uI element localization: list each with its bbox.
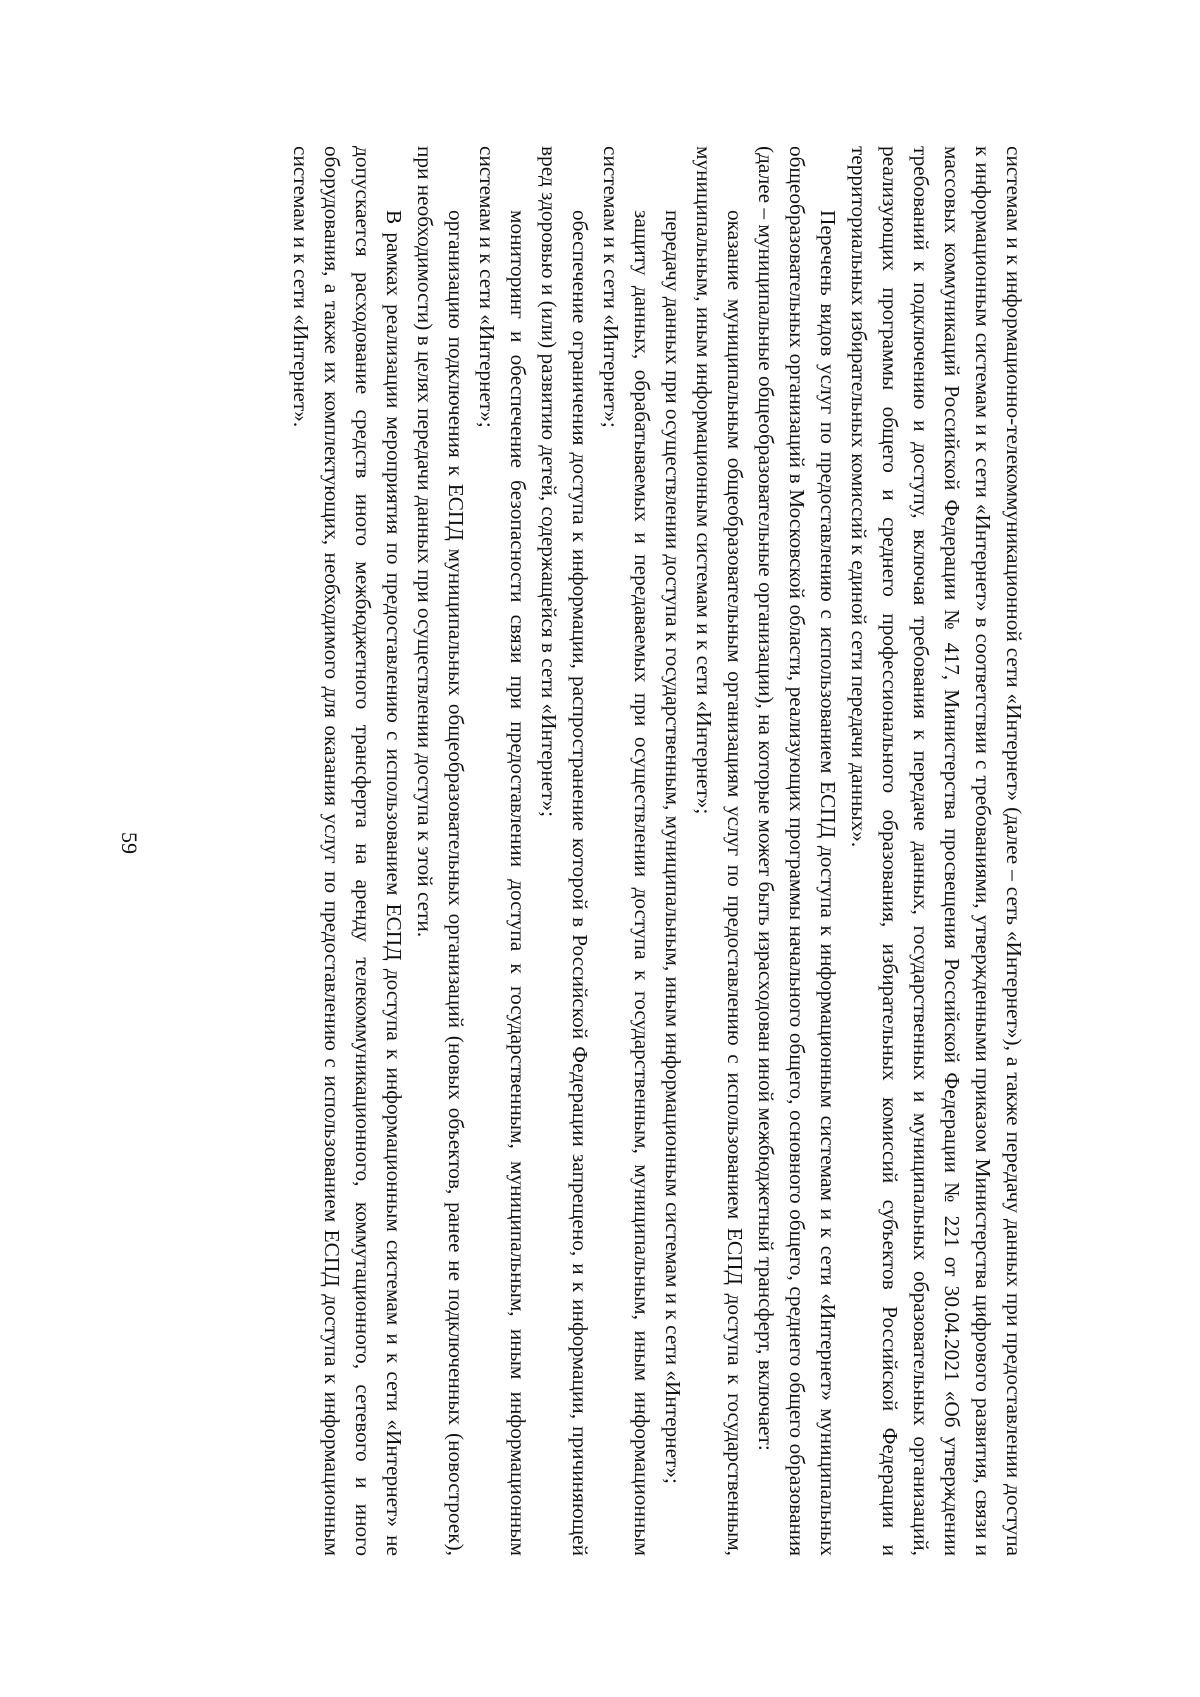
- list-item: обеспечение ограничения доступа к информации, распространение которой в Российской Федерации запрещено, и к информации, причиняющей вред здоровью и (или) развитию детей, содержащейся в сети «Интернет»;: [537, 146, 592, 1556]
- page-number: 59: [117, 832, 142, 854]
- document-body: [177, 146, 1029, 1556]
- rotated-text-block: [177, 146, 1029, 1556]
- paragraph-continuation: системам и к информационно-телекоммуникационной сети «Интернет» (далее – сеть «Интернет»), а также передачу данных при предоставлении доступа к информационным системам и к сети «Интернет» в соответствии с требованиями, утвержденными приказом Министерства цифрового развития, связи и массовых коммуникаций Российской Федерации № 417, Министерства просвещения Российской Федерации № 221 от 30.04.2021 «Об утверждении требований к подключению и доступу, включая требования к передаче данных, государственных и муниципальных образовательных организаций, реализующих программы общего и среднего профессионального образования, избирательных комиссий субъектов Российской Федерации и территориальных избирательных комиссий к единой сети передачи данных».: [847, 146, 1026, 1556]
- list-item: передачу данных при осуществлении доступа к государственным, муниципальным, иным информационным системам и к сети «Интернет»;: [661, 210, 685, 1484]
- list-item: организацию подключения к ЕСПД муниципальных общеобразовательных организаций (новых объектов, ранее не подключенных (новостроек), при необходимости) в целях передачи данных при осуществлении доступа к этой сети.: [413, 146, 468, 1556]
- paragraph: Перечень видов услуг по предоставлению с использованием ЕСПД доступа к информационным системам и к сети «Интернет» муниципальных общеобразовательных организаций в Московской области, реализующих программы начального общего, основного общего, среднего общего образования (далее – муниципальные общеобразовательные организации), на которые может быть израсходован иной межбюджетный трансферт, включает:: [754, 146, 840, 1556]
- paragraph: В рамках реализации мероприятия по предоставлению с использованием ЕСПД доступа к информационным системам и к сети «Интернет» не допускается расходование средств иного межбюджетного трансферта на аренду телекоммуникационного, коммутационного, сетевого и иного оборудования, а также их комплектующих, необходимого для оказания услуг по предоставлению с использованием ЕСПД доступа к информационным системам и к сети «Интернет».: [289, 146, 406, 1556]
- list-item: оказание муниципальным общеобразовательным организациям услуг по предоставлению с использованием ЕСПД доступа к государственным, муниципальным, иным информационным системам и к сети «Интернет»;: [692, 146, 747, 1556]
- list-item: защиту данных, обрабатываемых и передаваемых при осуществлении доступа к государственным, муниципальным, иным информационным системам и к сети «Интернет»;: [599, 146, 654, 1556]
- list-item: мониторинг и обеспечение безопасности связи при предоставлении доступа к государственным, муниципальным, иным информационным системам и к сети «Интернет»;: [475, 146, 530, 1556]
